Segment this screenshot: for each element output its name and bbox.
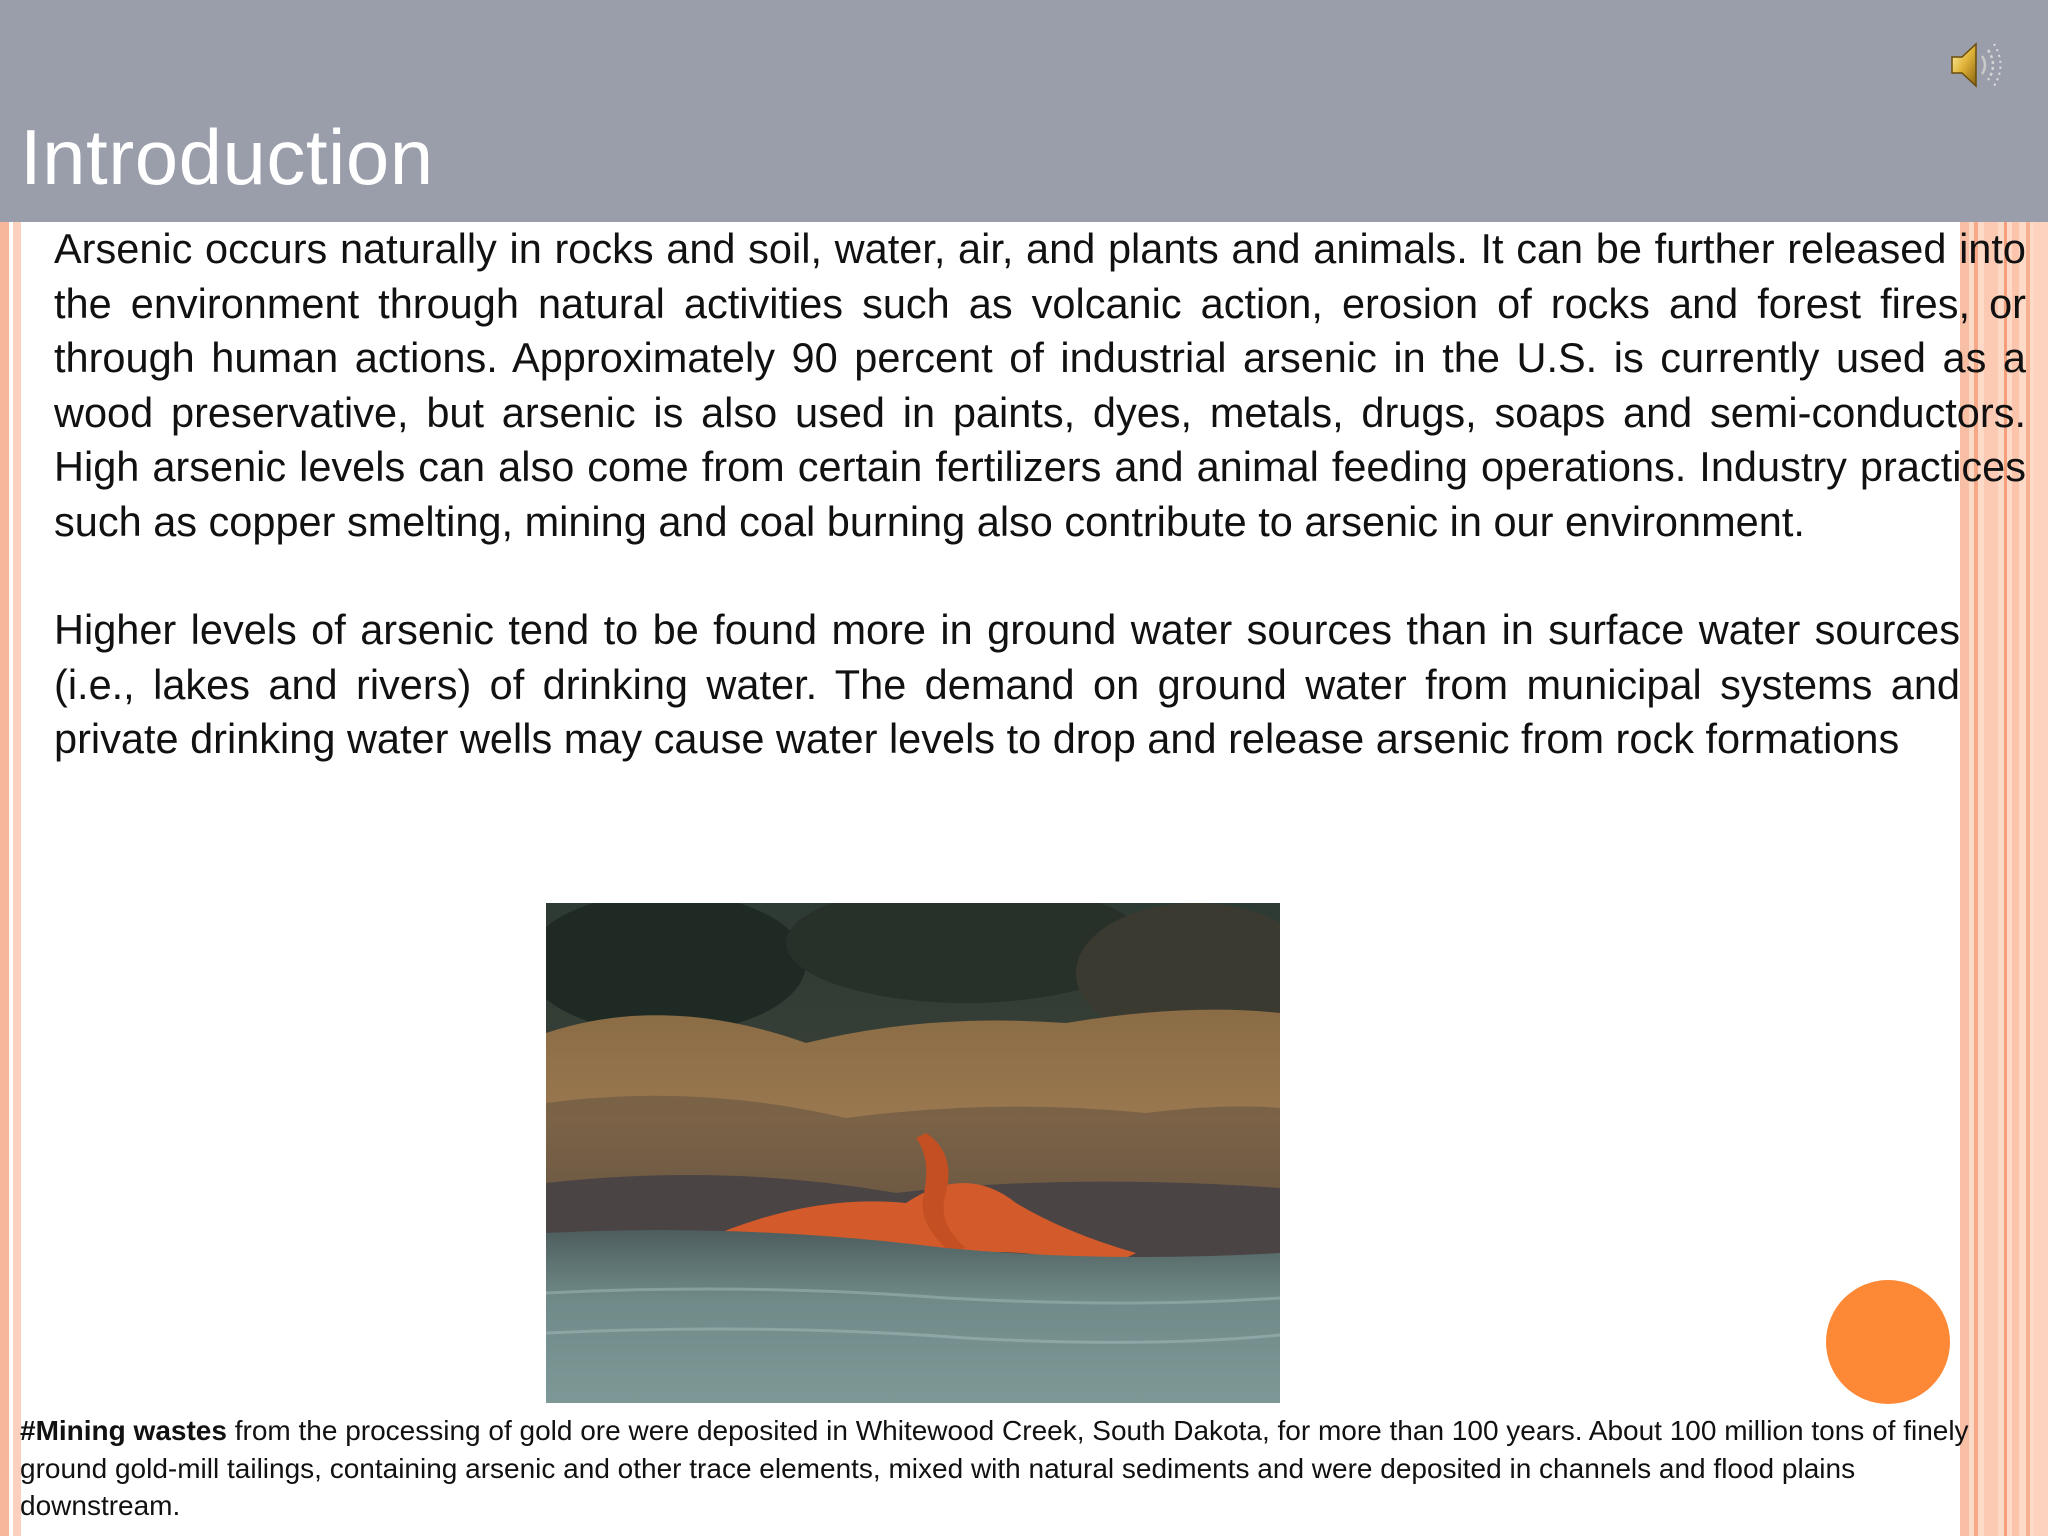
slide-body xyxy=(54,222,2026,767)
groundwater-paragraph: Higher levels of arsenic tend to be found more in ground water sources than in surface water sources (i.e., lakes and rivers) of drinking water. The demand on ground water from municipal systems and private drinking water wells may cause water levels to drop and release arsenic from rock formations xyxy=(54,606,1960,762)
slide-header xyxy=(0,0,2048,222)
photo-caption xyxy=(20,1412,2010,1525)
left-accent-stripe-inner xyxy=(13,222,21,1536)
caption-text: from the processing of gold ore were deposited in Whitewood Creek, South Dakota, for more than 100 years. About 100 million tons of finely ground gold-mill tailings, containing arsenic and other trace elements, mixed with natural sediments and were deposited in channels and flood plains downstream. xyxy=(20,1415,1969,1521)
left-accent-stripe xyxy=(0,222,9,1536)
intro-paragraph: Arsenic occurs naturally in rocks and soil, water, air, and plants and animals. It can be further released into the environment through natural activities such as volcanic action, erosion of rocks and forest fires, or through human actions. Approximately 90 percent of industrial arsenic in the U.S. is currently used as a wood preservative, but arsenic is also used in paints, dyes, metals, drugs, soaps and semi-conductors. High arsenic levels can also come from certain fertilizers and animal feeding operations. Industry practices such as copper smelting, mining and coal burning also contribute to arsenic in our environment. xyxy=(54,225,2026,545)
caption-bold-label: #Mining wastes xyxy=(20,1415,227,1446)
mining-waste-photo xyxy=(546,903,1280,1403)
slide-title: Introduction xyxy=(20,113,434,201)
speaker-icon[interactable] xyxy=(1946,34,2008,96)
orange-circle-decoration xyxy=(1826,1280,1950,1404)
